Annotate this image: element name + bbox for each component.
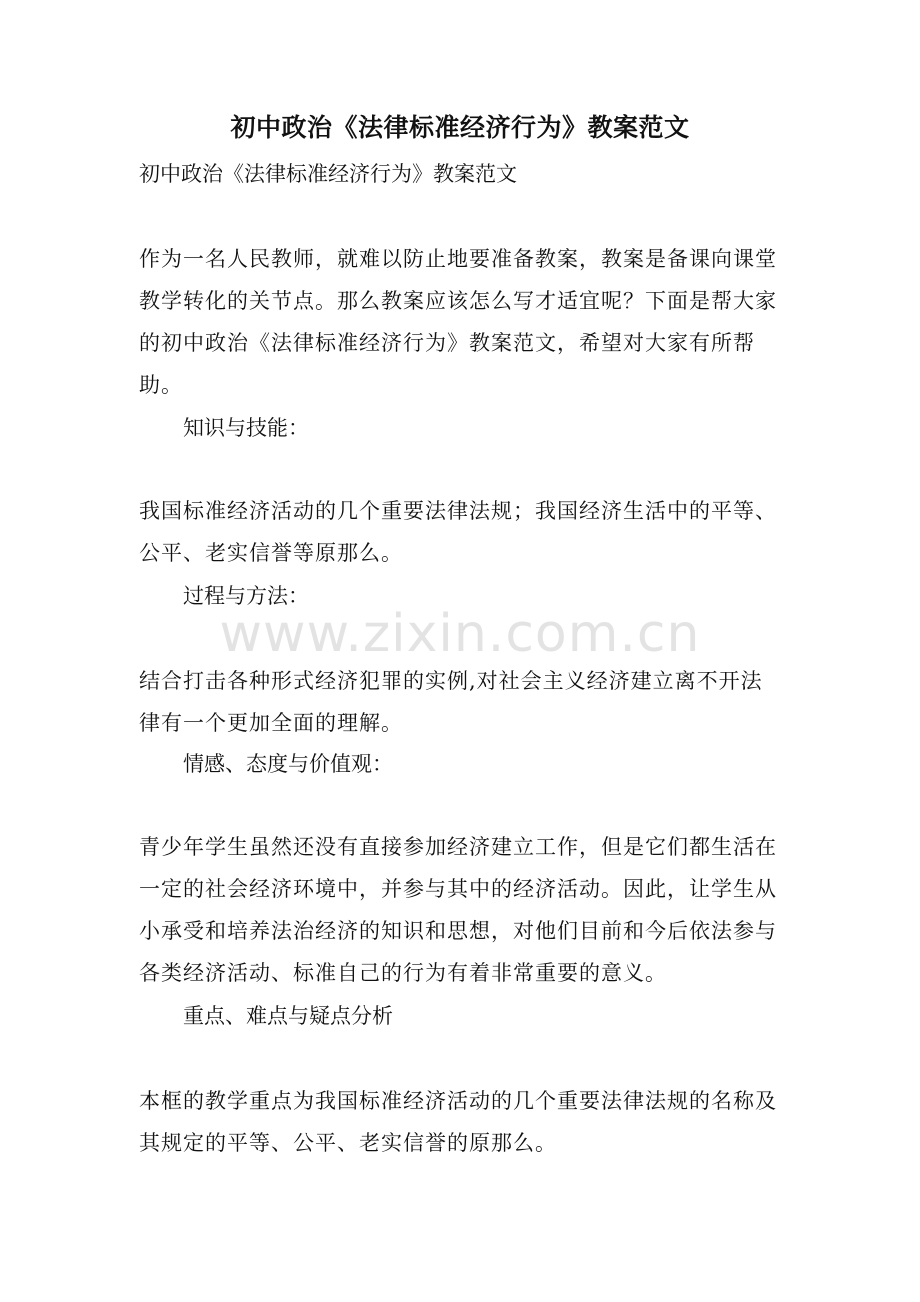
section-heading-attitude: 情感、态度与价值观： (183, 752, 393, 776)
document-subtitle: 初中政治《法律标准经济行为》教案范文 (139, 162, 517, 186)
section-heading-analysis: 重点、难点与疑点分析 (183, 1004, 393, 1028)
section-body-process: 结合打击各种形式经济犯罪的实例,对社会主义经济建立离不开法律有一个更加全面的理解。 (139, 669, 763, 735)
document-title: 初中政治《法律标准经济行为》教案范文 (230, 113, 690, 142)
section-body-knowledge: 我国标准经济活动的几个重要法律法规；我国经济生活中的平等、公平、老实信誉等原那么。 (139, 499, 777, 565)
section-body-analysis: 本框的教学重点为我国标准经济活动的几个重要法律法规的名称及其规定的平等、公平、老实信誉的原那么。 (139, 1089, 777, 1155)
section-body-attitude: 青少年学生虽然还没有直接参加经济建立工作，但是它们都生活在一定的社会经济环境中，并参与其中的经济活动。因此，让学生从小承受和培养法治经济的知识和思想，对他们目前和今后依法参与各类经济活动、标准自己的行为有着非常重要的意义。 (139, 835, 777, 985)
section-heading-process: 过程与方法： (183, 584, 309, 608)
section-heading-knowledge: 知识与技能： (183, 416, 309, 440)
watermark: www.zixin.com.cn (219, 604, 701, 664)
intro-paragraph: 作为一名人民教师，就难以防止地要准备教案，教案是备课向课堂教学转化的关节点。那么教案应该怎么写才适宜呢？下面是帮大家的初中政治《法律标准经济行为》教案范文，希望对大家有所帮助。 (139, 247, 777, 397)
